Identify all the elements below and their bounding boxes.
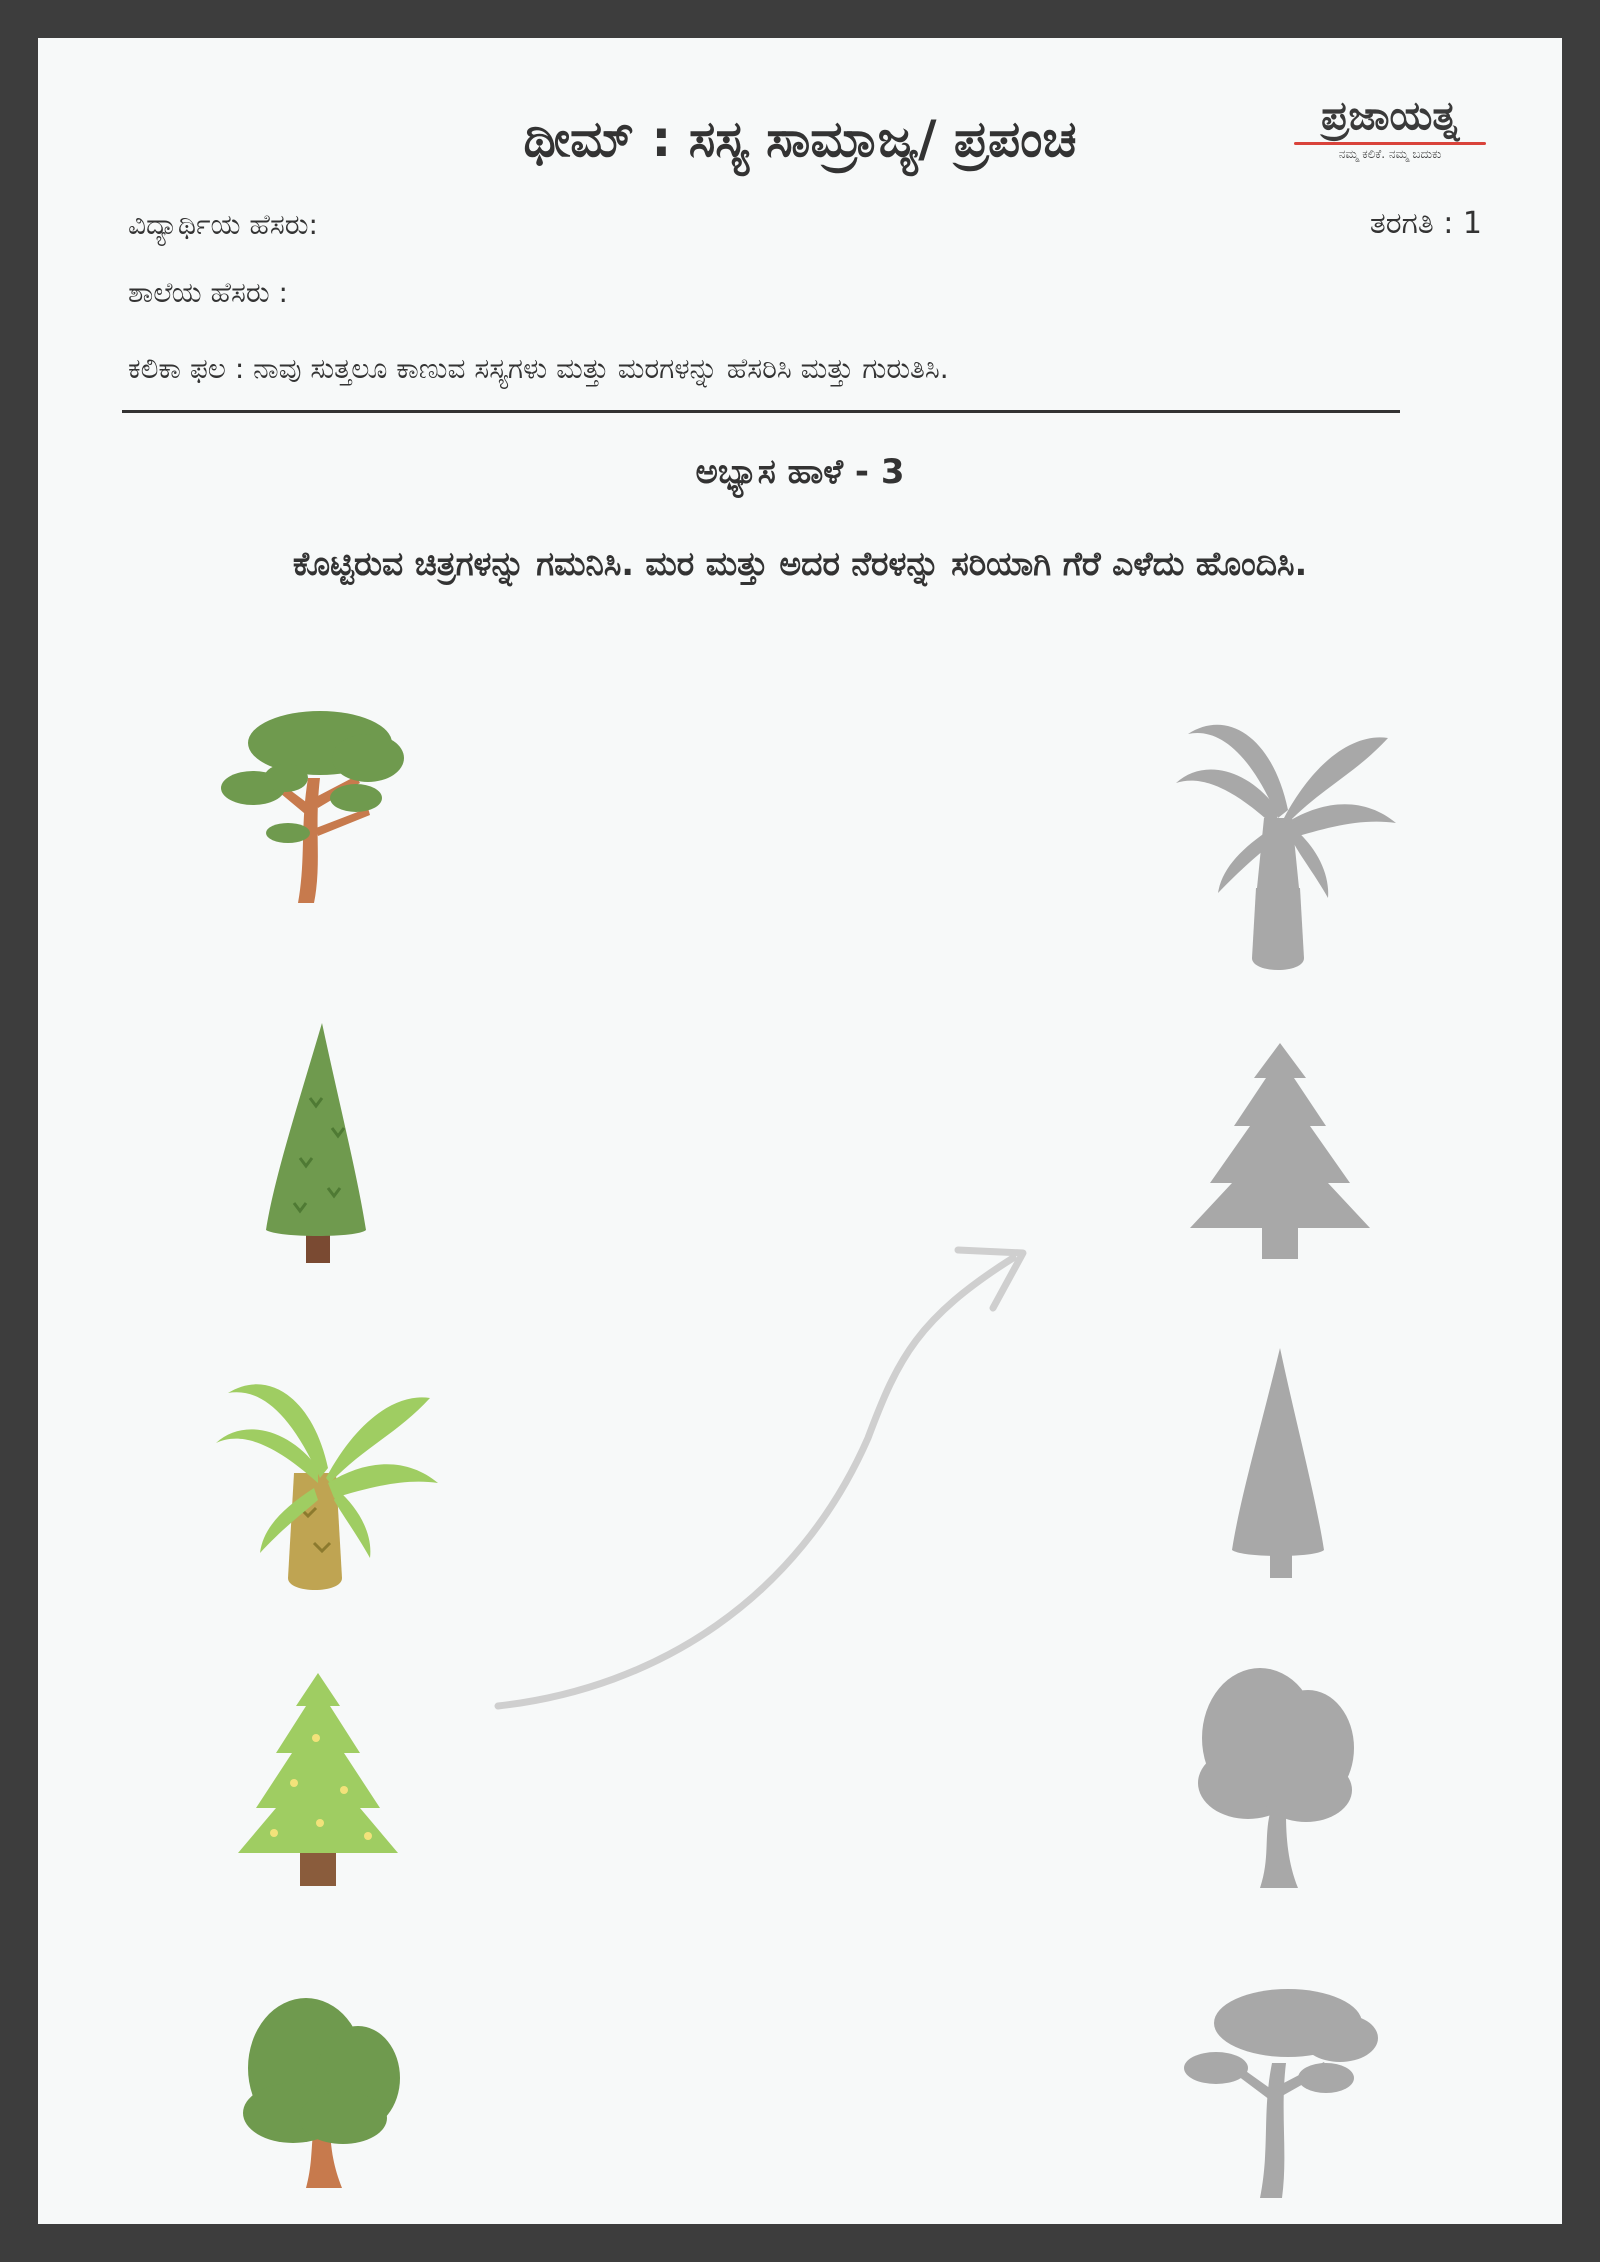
- student-name-label: ವಿದ್ಯಾರ್ಥಿಯ ಹೆಸರು:: [128, 208, 318, 241]
- example-arrow-icon: [498, 1250, 1023, 1706]
- school-name-label: ಶಾಲೆಯ ಹೆಸರು :: [128, 276, 288, 309]
- round-tree-icon: [243, 1998, 400, 2188]
- learning-outcome: ಕಲಿಕಾ ಫಲ : ನಾವು ಸುತ್ತಲೂ ಕಾಣುವ ಸಸ್ಯಗಳು ಮತ್ತು ಮರಗಳನ್ನು ಹೆಸರಿಸಿ ಮತ್ತು ಗುರುತಿಸಿ.: [128, 352, 949, 385]
- round-shadow-icon: [1198, 1668, 1354, 1888]
- cypress-shadow-icon: [1232, 1348, 1324, 1578]
- grade-label: ತರಗತಿ : 1: [1369, 206, 1482, 241]
- page-title: ಥೀಮ್ : ಸಸ್ಯ ಸಾಮ್ರಾಜ್ಯ/ ಪ್ರಪಂಚ: [523, 110, 1077, 168]
- logo-tagline: ನಮ್ಮ ಕಲಿಕೆ. ನಮ್ಮ ಬದುಕು: [1338, 147, 1442, 161]
- matching-illustrations: [38, 38, 1562, 2224]
- worksheet-page: [38, 38, 1562, 2224]
- worksheet-heading: ಅಭ್ಯಾಸ ಹಾಳೆ - 3: [695, 452, 905, 492]
- pine-tree-icon: [238, 1673, 398, 1886]
- worksheet-instruction: ಕೊಟ್ಟಿರುವ ಚಿತ್ರಗಳನ್ನು ಗಮನಿಸಿ. ಮರ ಮತ್ತು ಅದರ ನೆರಳನ್ನು ಸರಿಯಾಗಿ ಗೆರೆ ಎಳೆದು ಹೊಂದಿಸಿ.: [292, 544, 1308, 583]
- cypress-tree-icon: [266, 1023, 366, 1263]
- logo-name: ಪ್ರಜಾಯತ್ನ: [1321, 93, 1459, 139]
- umbrella-tree-icon: [221, 711, 404, 903]
- banana-shadow-icon: [1176, 725, 1396, 970]
- banana-tree-icon: [216, 1384, 438, 1590]
- pine-shadow-icon: [1190, 1043, 1370, 1259]
- umbrella-shadow-icon: [1184, 1989, 1378, 2198]
